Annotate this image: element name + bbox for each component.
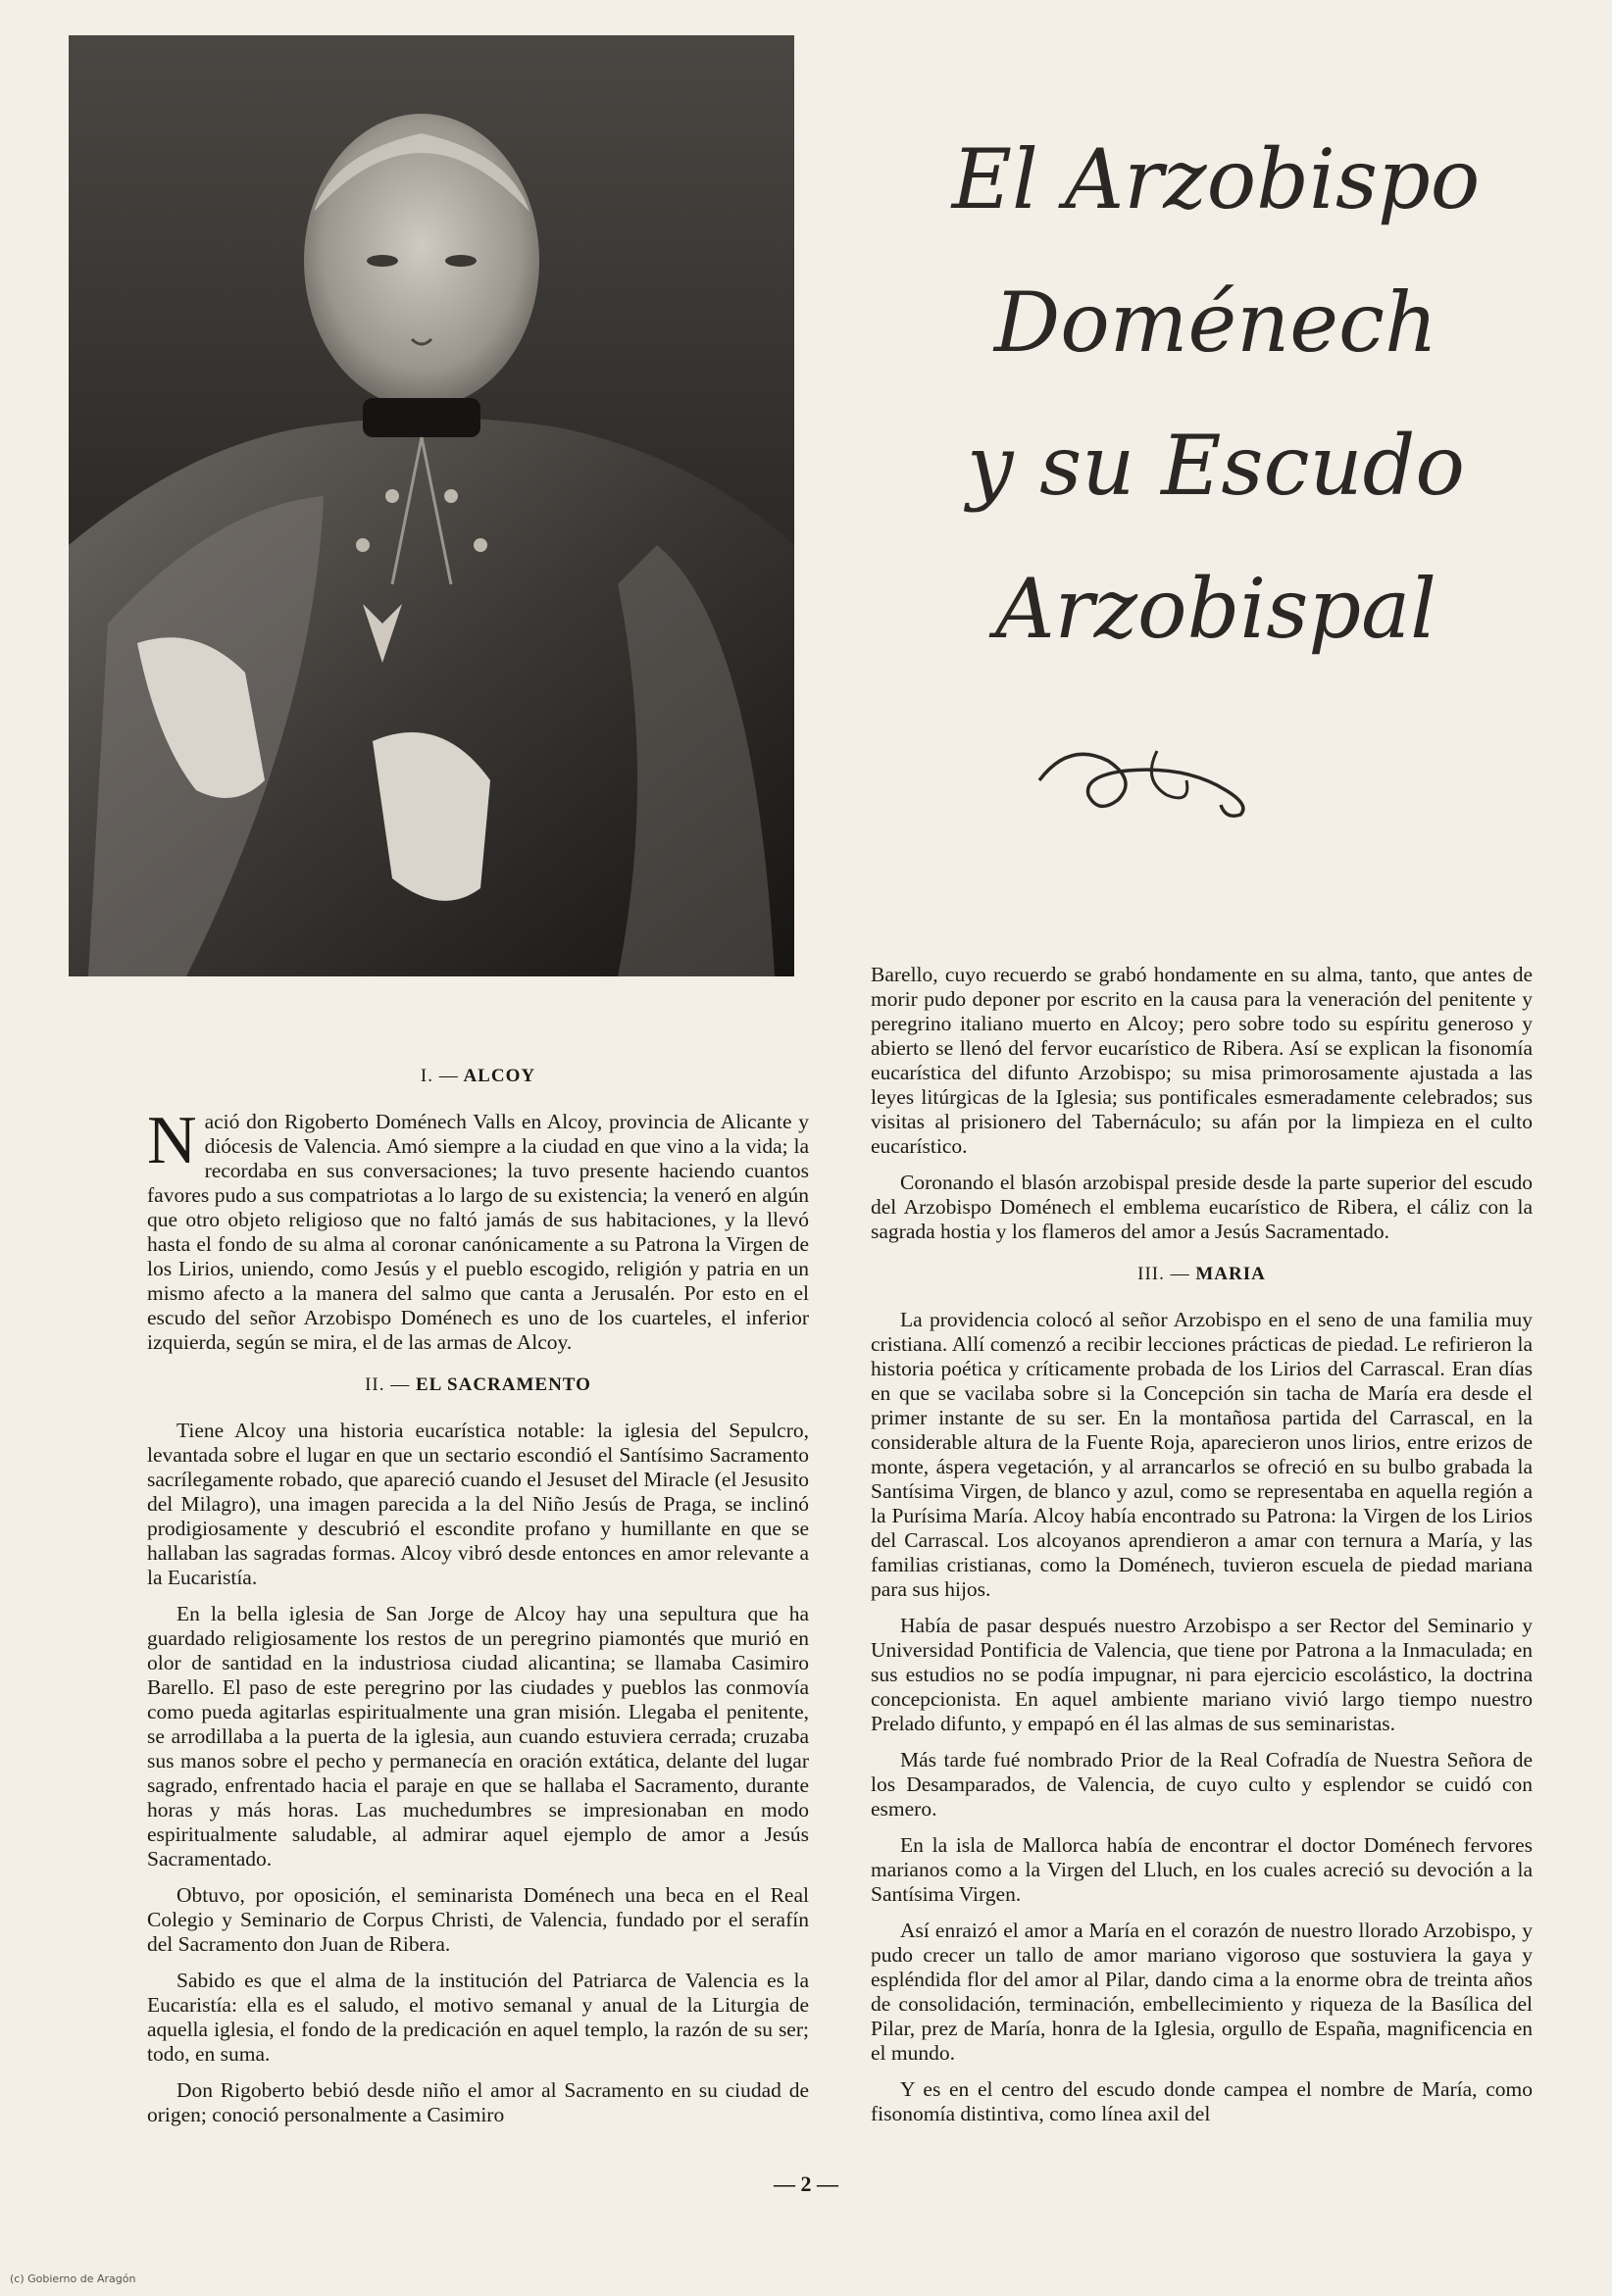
- paragraph: La providencia colocó al señor Arzobispo en el seno de una familia muy cristiana. Allí comenzó a recibir lecciones prácticas de piedad. Le refirieron la historia poética y críticamente probada de los Lirios del Carrascal. Eran días en que se vacilaba sobre si la Concepción sin tacha de María era desde el primer instante de su ser. En la montañosa partida del Carrascal, en la considerable altura de la Fuente Roja, aparecieron unos lirios, entre erizos de monte, áspera vegetación, y al arrancarlos se ofreció en su bulbo grabada la Santísima Virgen, de blanco y azul, como se representaba en aquella región a la Purísima María. Alcoy había encontrado su Patrona: la Virgen de los Lirios del Carrascal. Los alcoyanos aprendieron a amar con ternura a María, y las familias cristianas, como la Doménech, tuvieron escuela de piedad mariana para sus hijos.: [871, 1308, 1533, 1601]
- paragraph: Así enraizó el amor a María en el corazón de nuestro llorado Arzobispo, y pudo crecer un tallo de amor mariano vigoroso que sostuviera la gaya y espléndida flor del amor al Pilar, dando cima a la enorme obra de treinta años de consolidación, terminación, embellecimiento y riqueza de la Basílica del Pilar, prez de María, honra de la Iglesia, orgullo de España, magnificencia en el mundo.: [871, 1919, 1533, 2065]
- section-title: ALCOY: [463, 1066, 536, 1086]
- copyright-credit: (c) Gobierno de Aragón: [10, 2272, 136, 2285]
- paragraph: Obtuvo, por oposición, el seminarista Doménech una beca en el Real Colegio y Seminario de Corpus Christi, de Valencia, fundado por el serafín del Sacramento don Juan de Ribera.: [147, 1883, 809, 1956]
- paragraph: Más tarde fué nombrado Prior de la Real Cofradía de Nuestra Señora de los Desamparados, de Valencia, de cuyo culto y esplendor se cuidó con esmero.: [871, 1748, 1533, 1821]
- page-number: — 2 —: [774, 2171, 838, 2196]
- section-heading-sacramento: [147, 1373, 809, 1397]
- paragraph: Coronando el blasón arzobispal preside desde la parte superior del escudo del Arzobispo Doménech el emblema eucarístico de Ribera, el cáliz con la sagrada hostia y los flameros del amor a Jesús Sacramentado.: [871, 1171, 1533, 1243]
- paragraph: Tiene Alcoy una historia eucarística notable: la iglesia del Sepulcro, levantada sobre el lugar en que un sectario escondió el Santísimo Sacramento sacrílegamente robado, que apareció cuando el Jesuset del Miracle (el Jesusito del Milagro), una imagen parecida a la del Niño Jesús de Praga, se inclinó prodigiosamente y descubrió el escondite profano y humillante en que se hallaban las sagradas formas. Alcoy vibró desde entonces en amor relevante a la Eucaristía.: [147, 1419, 809, 1589]
- section-heading-maria: [871, 1262, 1533, 1286]
- right-column: [871, 963, 1533, 2138]
- title-line: y su Escudo: [967, 418, 1465, 514]
- paragraph: Don Rigoberto bebió desde niño el amor al Sacramento en su ciudad de origen; conoció personalmente a Casimiro: [147, 2078, 809, 2126]
- ornament-flourish: [1030, 722, 1265, 829]
- paragraph: Barello, cuyo recuerdo se grabó hondamente en su alma, tanto, que antes de morir pudo deponer por escrito en la causa para la veneración del penitente y peregrino italiano muerto en Alcoy; pero sobre todo su espíritu generoso y abierto se llenó del fervor eucarístico de Ribera. Así se explican la fisonomía eucarística del difunto Arzobispo; su misa primorosamente ajustada a las leyes litúrgicas de la Iglesia; sus pontificales esmeradamente celebrados; sus visitas al prisionero del Tabernáculo; su afán por la limpieza en el culto eucarístico.: [871, 963, 1533, 1158]
- title-line: Doménech: [993, 275, 1438, 371]
- paragraph: Había de pasar después nuestro Arzobispo a ser Rector del Seminario y Universidad Pontificia de Valencia, que tiene por Patrona a la Inmaculada; en sus estudios no se podía impugnar, ni para ejercicio escolástico, la doctrina concepcionista. En aquel ambiente mariano vivió largo tiempo nuestro Prelado difunto, y empapó en él las almas de sus seminaristas.: [871, 1614, 1533, 1735]
- title-line: Arzobispal: [994, 561, 1437, 657]
- section-number: I. —: [420, 1066, 459, 1086]
- paragraph: Y es en el centro del escudo donde campea el nombre de María, como fisonomía distintiva, como línea axil del: [871, 2077, 1533, 2125]
- drop-cap: N: [147, 1103, 197, 1178]
- section-title: MARIA: [1195, 1264, 1266, 1284]
- archbishop-portrait: [69, 35, 794, 976]
- paragraph: En la isla de Mallorca había de encontrar el doctor Doménech fervores marianos como a la Virgen del Lluch, en los cuales acreció su devoción a la Santísima Virgen.: [871, 1833, 1533, 1906]
- paragraph: En la bella iglesia de San Jorge de Alcoy hay una sepultura que ha guardado religiosamente los restos de un peregrino piamontés que murió en olor de santidad en la industriosa ciudad alicantina; se llamaba Casimiro Barello. El paso de este peregrino por las ciudades y pueblos las conmovía como pueda agitarlas espiritualmente una gran misión. Llegaba el penitente, se arrodillaba a la puerta de la iglesia, aun cuando estuviera cerrada; cruzaba sus manos sobre el pecho y permanecía en oración extática, delante del lugar sagrado, enfrentado hacia el paraje en que se hallaba el Sacramento, durante horas y más horas. Las muchedumbres se impresionaban en modo espiritualmente saludable, al admirar aquel ejemplo de amor a Jesús Sacramentado.: [147, 1602, 809, 1871]
- section-number: II. —: [365, 1374, 411, 1395]
- title-line: El Arzobispo: [951, 131, 1481, 227]
- section-heading-alcoy: [147, 1064, 809, 1088]
- paragraph-text: ació don Rigoberto Doménech Valls en Alcoy, provincia de Alicante y diócesis de Valencia. Amó siempre a la ciudad en que vino a la vida; la recordaba en sus conversaciones; la tuvo presente haciendo cuantos favores pudo a sus compatriotas a lo largo de su existencia; la veneró en algún que otro objeto religioso que no faltó jamás de sus habitaciones, y la llevó hasta el fondo de su alma al coronar canónicamente a su Patrona la Virgen de los Lirios, uniendo, como Jesús y el pueblo escogido, religión y patria en un mismo afecto a la manera del salmo que canta a Jerusalén. Por esto en el escudo del señor Arzobispo Doménech es uno de los cuarteles, el inferior izquierda, según se mira, el de las armas de Alcoy.: [147, 1110, 809, 1354]
- article-title: [863, 108, 1569, 680]
- section-title: EL SACRAMENTO: [415, 1374, 591, 1395]
- left-column: [147, 1064, 809, 2139]
- paragraph: Sabido es que el alma de la institución del Patriarca de Valencia es la Eucaristía: ella es el saludo, el motivo semanal y anual de la Liturgia de aquella iglesia, el fondo de la predicación en aquel templo, la razón de su ser; todo, en suma.: [147, 1969, 809, 2066]
- paragraph: [147, 1103, 809, 1355]
- section-number: III. —: [1137, 1264, 1190, 1284]
